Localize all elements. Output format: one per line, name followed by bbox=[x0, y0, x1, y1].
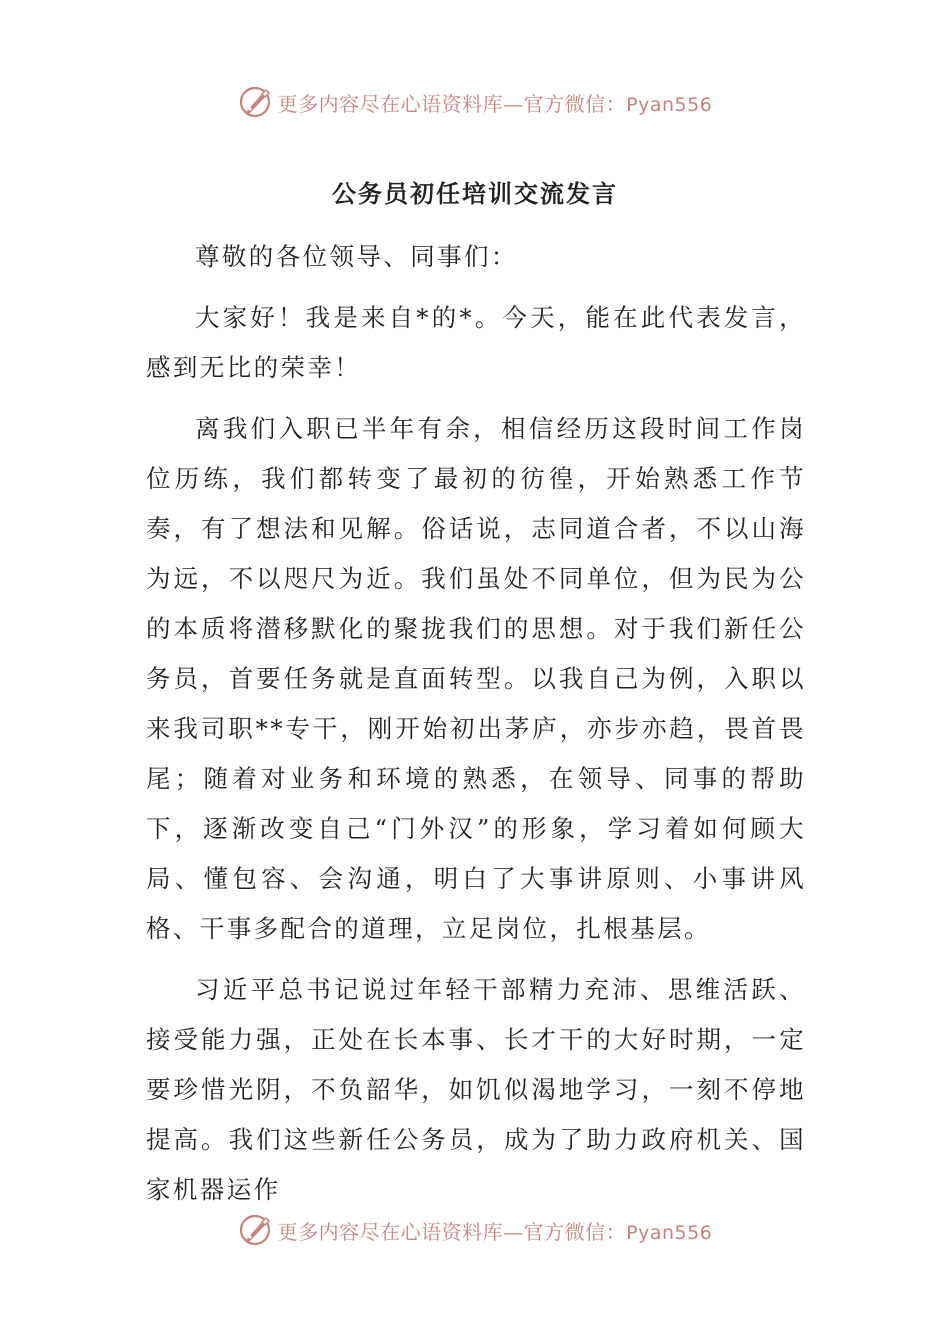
footer-banner bbox=[0, 1210, 950, 1250]
salutation: 尊敬的各位领导、同事们： bbox=[195, 242, 518, 271]
footer-banner-text bbox=[278, 1216, 713, 1245]
footer-banner-label: 更多内容尽在心语资料库—官方微信： bbox=[277, 1219, 627, 1244]
paragraph-3: 习近平总书记说过年轻干部精力充沛、思维活跃、接受能力强，正处在长本事、长才干的大好时期，一定要珍惜光阴，不负韶华，如饥似渴地学习，一刻不停地提高。我们这些新任公务员，成为了助力政府机关、国家机器运作 bbox=[146, 975, 806, 1204]
header-banner bbox=[0, 82, 950, 122]
paragraph-1: 大家好！我是来自*的*。今天，能在此代表发言，感到无比的荣幸！ bbox=[146, 303, 806, 382]
footer-banner-wechat-id: Pyan556 bbox=[626, 1221, 713, 1244]
document-body bbox=[146, 232, 806, 1226]
header-banner-wechat-id: Pyan556 bbox=[626, 93, 713, 116]
header-banner-label: 更多内容尽在心语资料库—官方微信： bbox=[277, 91, 627, 116]
pen-nib-logo-icon bbox=[238, 85, 272, 119]
document-title: 公务员初任培训交流发言 bbox=[332, 179, 618, 208]
paragraph-2: 离我们入职已半年有余，相信经历这段时间工作岗位历练，我们都转变了最初的彷徨，开始熟悉工作节奏，有了想法和见解。俗话说，志同道合者，不以山海为远，不以咫尺为近。我们虽处不同单位，但为民为公的本质将潜移默化的聚拢我们的思想。对于我们新任公务员，首要任务就是直面转型。以我自己为例，入职以来我司职**专干，刚开始初出茅庐，亦步亦趋，畏首畏尾；随着对业务和环境的熟悉，在领导、同事的帮助下，逐渐改变自己“门外汉”的形象，学习着如何顾大局、懂包容、会沟通，明白了大事讲原则、小事讲风格、干事多配合的道理，立足岗位，扎根基层。 bbox=[146, 414, 806, 943]
header-banner-text bbox=[278, 88, 713, 117]
pen-nib-logo-icon bbox=[238, 1213, 272, 1247]
